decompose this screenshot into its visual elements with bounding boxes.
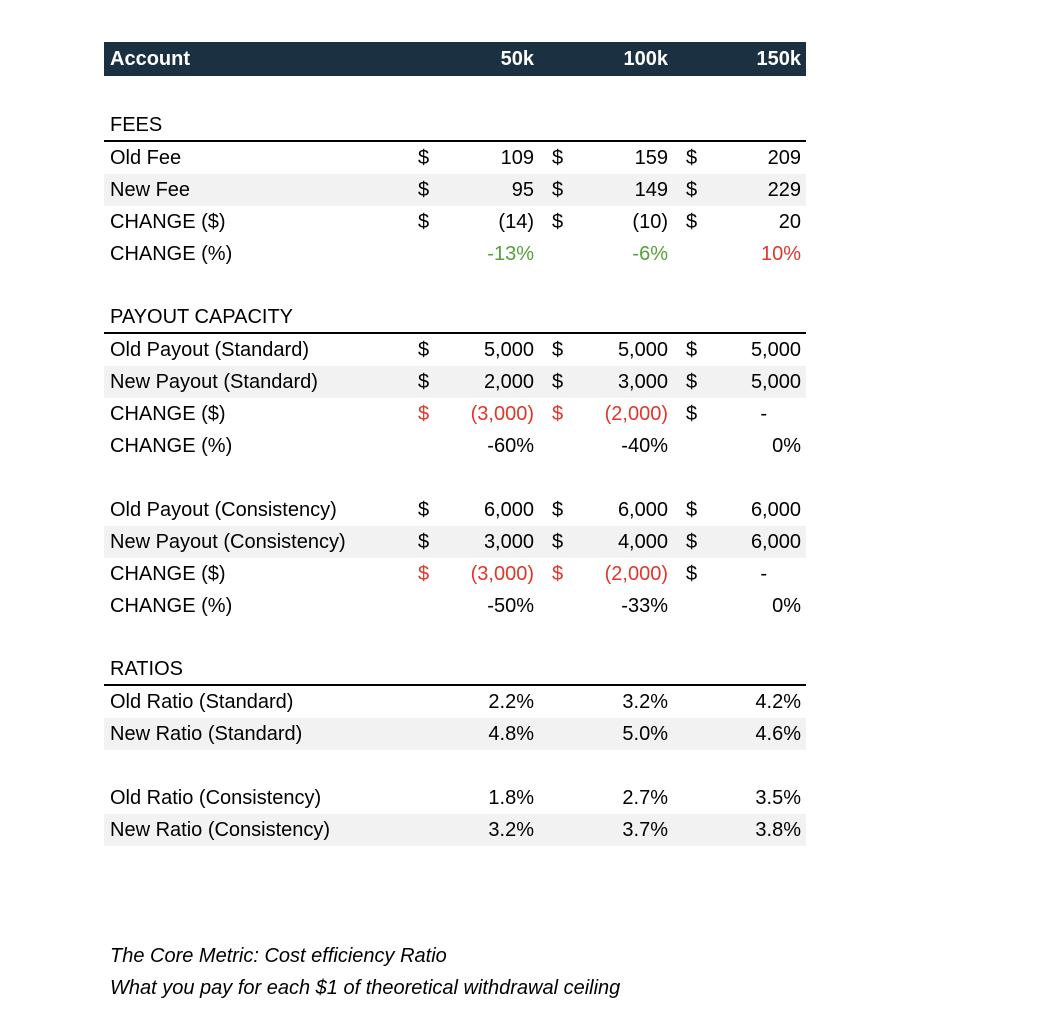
value-100k: 159 (634, 146, 668, 169)
value-150k: 209 (767, 146, 801, 169)
row-label: New Ratio (Standard) (110, 722, 303, 745)
value-100k: -6% (632, 242, 668, 265)
value-150k: 6,000 (750, 498, 801, 521)
value-100k: -33% (621, 594, 668, 617)
footnote-line-2: What you pay for each $1 of theoretical withdrawal ceiling (110, 977, 621, 999)
value-150k: - (760, 402, 767, 425)
section-title: FEES (110, 113, 163, 136)
currency-symbol: $ (552, 530, 564, 553)
value-50k: (14) (498, 210, 534, 233)
section-title: RATIOS (110, 657, 183, 680)
value-100k: (10) (632, 210, 668, 233)
currency-symbol: $ (418, 530, 430, 553)
header-col-100k: 100k (623, 47, 668, 70)
currency-symbol: $ (552, 562, 564, 585)
row-label: Old Fee (110, 146, 182, 169)
section-title-payout-capacity (104, 302, 806, 334)
row-label: CHANGE (%) (110, 242, 233, 265)
table-row-payout-change-pct-consistency (104, 590, 806, 622)
currency-symbol: $ (552, 498, 564, 521)
value-100k: (2,000) (604, 562, 668, 585)
table-row-fee-change-pct (104, 238, 806, 270)
table-row-payout-change-dollar-standard (104, 398, 806, 430)
currency-symbol: $ (418, 370, 430, 393)
header-col-150k: 150k (756, 47, 801, 70)
table-row-new-ratio-standard (104, 718, 806, 750)
currency-symbol: $ (686, 402, 698, 425)
value-100k: 3.7% (622, 818, 668, 841)
table-row-old-ratio-standard (104, 686, 806, 718)
value-50k: 1.8% (488, 786, 534, 809)
row-label: CHANGE (%) (110, 594, 233, 617)
value-100k: 149 (634, 178, 668, 201)
footnote (110, 940, 620, 1004)
row-label: CHANGE ($) (110, 402, 226, 425)
section-title-fees (104, 110, 806, 142)
value-50k: 95 (511, 178, 534, 201)
value-150k: 229 (767, 178, 801, 201)
value-50k: -60% (487, 434, 534, 457)
value-100k: 6,000 (617, 498, 668, 521)
currency-symbol: $ (418, 402, 430, 425)
value-100k: 3.2% (622, 690, 668, 713)
currency-symbol: $ (686, 146, 698, 169)
table-header (104, 42, 806, 76)
value-50k: 5,000 (483, 338, 534, 361)
value-150k: 3.8% (755, 818, 801, 841)
value-100k: 4,000 (617, 530, 668, 553)
currency-symbol: $ (418, 210, 430, 233)
value-50k: -50% (487, 594, 534, 617)
value-150k: 0% (772, 434, 801, 457)
currency-symbol: $ (686, 562, 698, 585)
value-50k: 2,000 (483, 370, 534, 393)
currency-symbol: $ (552, 146, 564, 169)
currency-symbol: $ (552, 338, 564, 361)
value-150k: 5,000 (750, 370, 801, 393)
table-row-payout-change-pct-standard (104, 430, 806, 462)
row-label: Old Ratio (Consistency) (110, 786, 322, 809)
value-150k: 5,000 (750, 338, 801, 361)
row-label: New Ratio (Consistency) (110, 818, 331, 841)
value-50k: 3.2% (488, 818, 534, 841)
spacer (104, 622, 806, 654)
row-label: CHANGE ($) (110, 562, 226, 585)
value-150k: 4.6% (755, 722, 801, 745)
currency-symbol: $ (552, 402, 564, 425)
currency-symbol: $ (686, 530, 698, 553)
value-50k: 109 (500, 146, 534, 169)
value-150k: 0% (772, 594, 801, 617)
value-50k: -13% (487, 242, 534, 265)
footnote-line-1: The Core Metric: Cost efficiency Ratio (110, 945, 447, 967)
table-row-old-payout-standard (104, 334, 806, 366)
value-50k: 3,000 (483, 530, 534, 553)
table-row-new-payout-consistency (104, 526, 806, 558)
table-row-fee-change-dollar (104, 206, 806, 238)
value-50k: 6,000 (483, 498, 534, 521)
row-label: Old Ratio (Standard) (110, 690, 294, 713)
comparison-table (104, 42, 806, 846)
value-150k: 4.2% (755, 690, 801, 713)
value-100k: -40% (621, 434, 668, 457)
table-row-new-payout-standard (104, 366, 806, 398)
currency-symbol: $ (686, 338, 698, 361)
value-150k: - (760, 562, 767, 585)
value-50k: 4.8% (488, 722, 534, 745)
value-50k: 2.2% (488, 690, 534, 713)
currency-symbol: $ (418, 178, 430, 201)
spacer (104, 76, 806, 110)
currency-symbol: $ (418, 498, 430, 521)
row-label: Old Payout (Standard) (110, 338, 309, 361)
currency-symbol: $ (418, 338, 430, 361)
section-title-ratios (104, 654, 806, 686)
value-50k: (3,000) (470, 402, 534, 425)
row-label: CHANGE ($) (110, 210, 226, 233)
value-150k: 3.5% (755, 786, 801, 809)
row-label: New Fee (110, 178, 191, 201)
spacer (104, 270, 806, 302)
currency-symbol: $ (418, 146, 430, 169)
currency-symbol: $ (686, 370, 698, 393)
row-label: New Payout (Standard) (110, 370, 318, 393)
table-row-old-fee (104, 142, 806, 174)
table-row-payout-change-dollar-consistency (104, 558, 806, 590)
header-col-50k: 50k (500, 47, 534, 70)
value-150k: 10% (760, 242, 801, 265)
value-100k: 5.0% (622, 722, 668, 745)
spacer (104, 750, 806, 782)
row-label: CHANGE (%) (110, 434, 233, 457)
value-100k: (2,000) (604, 402, 668, 425)
row-label: Old Payout (Consistency) (110, 498, 337, 521)
currency-symbol: $ (418, 562, 430, 585)
header-account-label: Account (110, 47, 190, 70)
table-row-old-ratio-consistency (104, 782, 806, 814)
value-100k: 2.7% (622, 786, 668, 809)
currency-symbol: $ (686, 210, 698, 233)
value-150k: 20 (778, 210, 801, 233)
row-label: New Payout (Consistency) (110, 530, 346, 553)
currency-symbol: $ (552, 210, 564, 233)
currency-symbol: $ (686, 498, 698, 521)
table-row-old-payout-consistency (104, 494, 806, 526)
currency-symbol: $ (552, 178, 564, 201)
value-50k: (3,000) (470, 562, 534, 585)
table-row-new-ratio-consistency (104, 814, 806, 846)
currency-symbol: $ (552, 370, 564, 393)
spacer (104, 462, 806, 494)
table-row-new-fee (104, 174, 806, 206)
value-150k: 6,000 (750, 530, 801, 553)
value-100k: 5,000 (617, 338, 668, 361)
value-100k: 3,000 (617, 370, 668, 393)
section-title: PAYOUT CAPACITY (110, 305, 293, 328)
currency-symbol: $ (686, 178, 698, 201)
